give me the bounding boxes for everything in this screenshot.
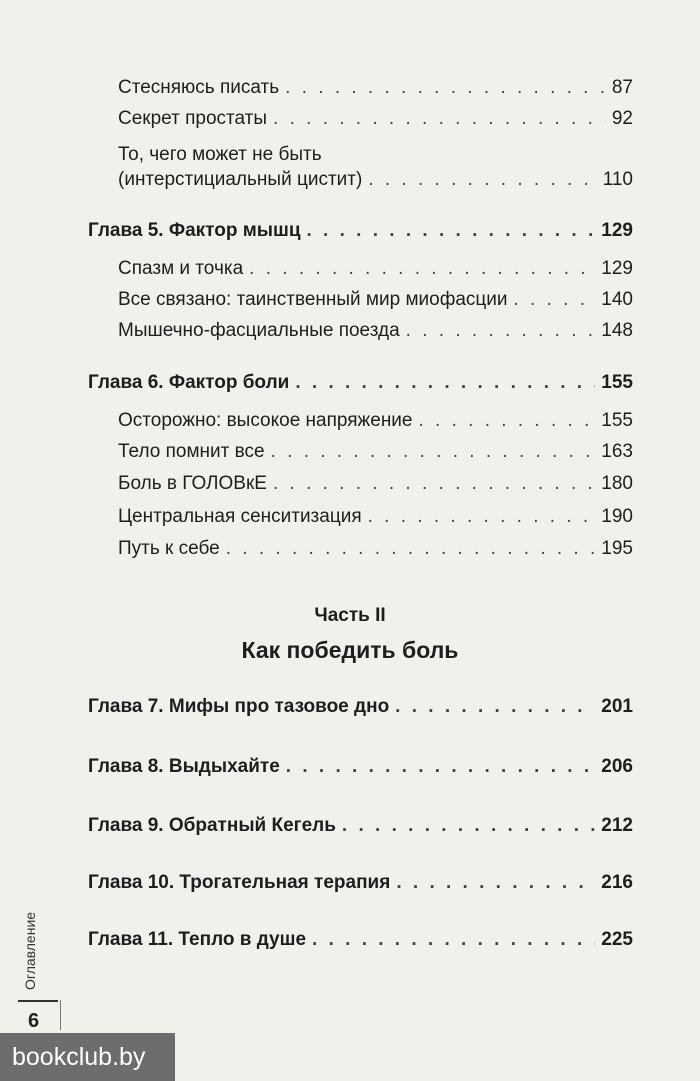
leader-dots [514,288,596,312]
margin-vertical-rule [60,1000,61,1030]
leader-dots [249,257,595,281]
toc-entry-title-line2: (интерстициальный цистит) [118,169,363,190]
toc-entry [118,288,633,312]
toc-chapter [88,871,633,895]
toc-entry-title: Спазм и точка [118,258,244,279]
toc-chapter-title: Глава 5. Фактор мышц [88,220,301,241]
toc-entry-title: Путь к себе [118,538,220,559]
leader-dots [396,871,595,895]
toc-chapter [88,755,633,779]
toc-entry-page: 87 [611,77,633,98]
toc-entry [118,537,633,561]
leader-dots [307,219,596,243]
toc-chapter-title: Глава 6. Фактор боли [88,372,290,393]
toc-entry-title: Стесняюсь писать [118,77,280,98]
toc-entry-title: Центральная сенситизация [118,506,362,527]
toc-entry-page: 180 [601,473,633,494]
toc-chapter [88,695,633,719]
part-label: Часть II [314,605,386,626]
toc-entry-title: Мышечно-фасциальные поезда [118,320,400,341]
toc-chapter [88,219,633,243]
toc-entry [118,505,633,529]
toc-chapter-title: Глава 10. Трогательная терапия [88,872,391,893]
leader-dots [419,409,596,433]
toc-chapter [88,814,633,838]
leader-dots [406,319,596,343]
toc-chapter-page: 225 [601,929,633,950]
toc-entry [118,168,633,192]
toc-chapter [88,928,633,952]
leader-dots [295,371,595,395]
toc-entry-page: 190 [601,506,633,527]
leader-dots [271,440,596,464]
watermark-badge: bookclub.by [0,1033,175,1081]
toc-entry-title: Тело помнит все [118,441,265,462]
leader-dots [342,814,595,838]
toc-entry [118,440,633,464]
toc-entry-title: Все связано: таинственный мир миофасции [118,289,508,310]
toc-entry-page: 110 [602,169,633,190]
toc-entry-page: 163 [601,441,633,462]
toc-entry-title: Секрет простаты [118,108,268,129]
toc-entry-page: 140 [601,289,633,310]
toc-chapter [88,371,633,395]
toc-entry-page: 92 [611,108,633,129]
toc-chapter-page: 216 [601,872,633,893]
leader-dots [273,472,595,496]
toc-entry-title: Осторожно: высокое напряжение [118,410,413,431]
toc-entry [118,257,633,281]
leader-dots [226,537,596,561]
toc-chapter-page: 201 [601,696,633,717]
part-title: Как победить боль [241,637,459,663]
toc-entry [118,76,633,100]
toc-chapter-page: 129 [601,220,633,241]
toc-entry [118,107,633,131]
leader-dots [368,505,596,529]
toc-entry [118,472,633,496]
toc-entry-page: 155 [601,410,633,431]
leader-dots [312,928,595,952]
toc-chapter-title: Глава 11. Тепло в душе [88,929,307,950]
section-running-head: Оглавление [22,911,38,990]
leader-dots [286,755,596,779]
toc-chapter-title: Глава 7. Мифы про тазовое дно [88,696,390,717]
leader-dots [273,107,606,131]
margin-divider [18,1000,58,1002]
leader-dots [395,695,595,719]
toc-entry-title: Боль в ГОЛОВкЕ [118,473,267,494]
toc-chapter-title: Глава 9. Обратный Кегель [88,815,336,836]
toc-chapter-title: Глава 8. Выдыхайте [88,756,280,777]
toc-entry [118,409,633,433]
toc-entry-page: 129 [601,258,633,279]
page-number: 6 [28,1010,40,1032]
toc-chapter-page: 212 [601,815,633,836]
leader-dots [368,168,596,192]
toc-chapter-page: 206 [601,756,633,777]
toc-entry [118,319,633,343]
toc-entry-page: 148 [601,320,633,341]
toc-chapter-page: 155 [601,372,633,393]
leader-dots [285,76,606,100]
toc-entry-title-line1: То, чего может не быть [118,144,322,165]
toc-entry-page: 195 [601,538,633,559]
